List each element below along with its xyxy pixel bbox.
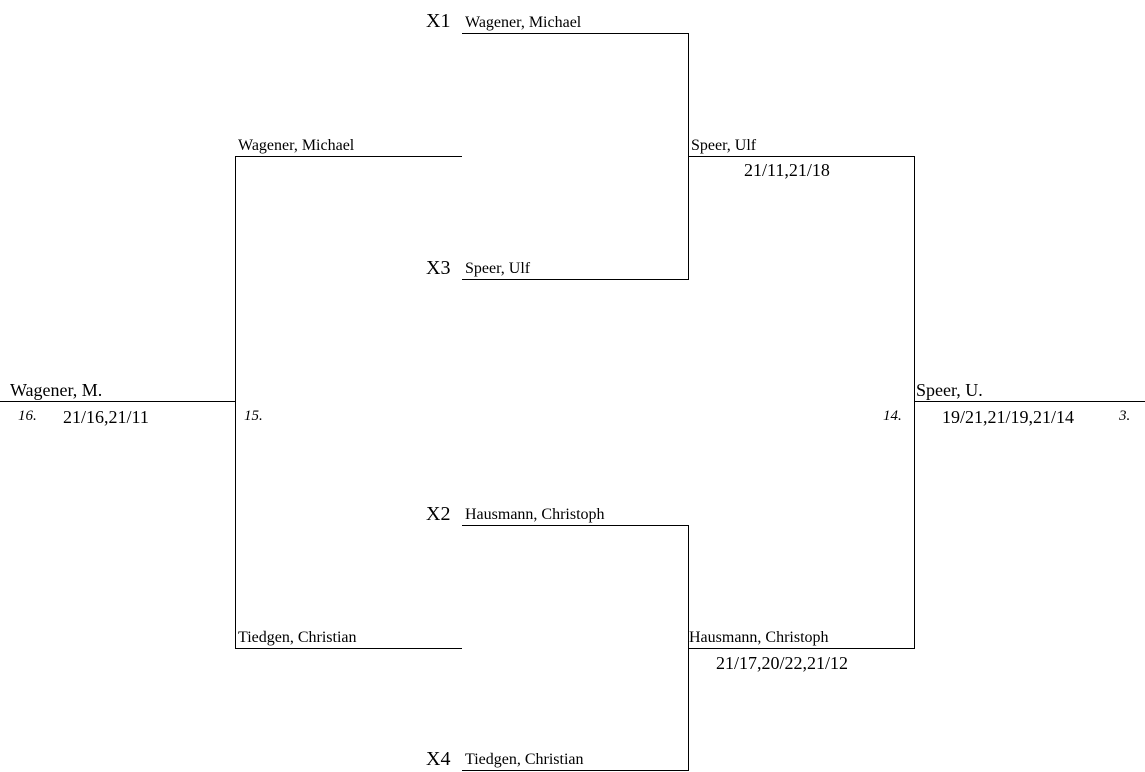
left-connector <box>235 156 236 649</box>
left-final-line <box>0 401 236 402</box>
x1-player-name: Wagener, Michael <box>465 14 582 31</box>
x4-line <box>462 770 689 771</box>
right-final-connector <box>914 156 915 649</box>
right-final-place: 3. <box>1119 408 1131 424</box>
left-final-place: 16. <box>18 408 37 424</box>
seed-x2: X2 <box>426 503 451 525</box>
left-final-score: 21/16,21/11 <box>63 407 149 427</box>
bottom-winner-line <box>688 648 915 649</box>
seed-x1: X1 <box>426 10 451 32</box>
x3-player-name: Speer, Ulf <box>465 260 531 277</box>
top-winner-name: Speer, Ulf <box>691 137 757 154</box>
top-winner-line <box>688 156 915 157</box>
seed-x3: X3 <box>426 257 451 279</box>
left-bottom-line <box>235 648 462 649</box>
left-top-line <box>235 156 462 157</box>
x1-line <box>462 33 689 34</box>
top-match-score: 21/11,21/18 <box>744 160 830 180</box>
x2-line <box>462 525 689 526</box>
x4-player-name: Tiedgen, Christian <box>465 751 584 768</box>
left-match-number: 15. <box>244 408 263 424</box>
right-final-winner: Speer, U. <box>916 380 983 400</box>
x3-line <box>462 279 689 280</box>
left-top-player: Wagener, Michael <box>238 137 355 154</box>
right-final-score: 19/21,21/19,21/14 <box>942 407 1075 427</box>
left-final-winner: Wagener, M. <box>10 380 103 400</box>
right-final-line <box>914 401 1145 402</box>
bottom-winner-name: Hausmann, Christoph <box>689 629 829 646</box>
seed-x4: X4 <box>426 748 451 770</box>
x2-player-name: Hausmann, Christoph <box>465 506 605 523</box>
left-bottom-player: Tiedgen, Christian <box>238 629 357 646</box>
bottom-match-score: 21/17,20/22,21/12 <box>716 653 849 673</box>
right-match-number: 14. <box>883 408 902 424</box>
